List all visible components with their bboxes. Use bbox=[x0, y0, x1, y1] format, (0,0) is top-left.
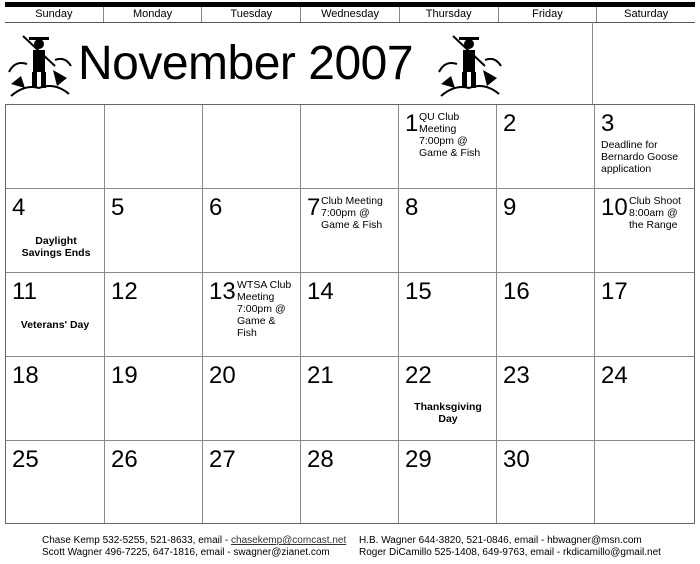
day-number: 5 bbox=[111, 194, 125, 221]
day-number: 17 bbox=[601, 278, 628, 305]
empty-cell bbox=[203, 105, 301, 189]
weekday-tuesday: Tuesday bbox=[201, 7, 300, 22]
day-cell-19 bbox=[105, 357, 203, 441]
day-cell-25 bbox=[6, 441, 105, 523]
weekday-monday: Monday bbox=[103, 7, 202, 22]
empty-cell bbox=[595, 441, 694, 523]
day-cell-15 bbox=[399, 273, 497, 357]
day-number: 21 bbox=[307, 362, 334, 389]
day-cell-9 bbox=[497, 189, 595, 273]
day-cell-12 bbox=[105, 273, 203, 357]
day-number: 19 bbox=[111, 362, 138, 389]
day-number: 1 bbox=[405, 110, 419, 137]
email-text: hbwagner@msn.com bbox=[547, 535, 642, 546]
title-row bbox=[5, 22, 695, 104]
day-cell-24 bbox=[595, 357, 694, 441]
day-number: 12 bbox=[111, 278, 138, 305]
contacts-left bbox=[42, 535, 346, 559]
day-number: 26 bbox=[111, 446, 138, 473]
day-number: 20 bbox=[209, 362, 236, 389]
day-number: 27 bbox=[209, 446, 236, 473]
day-number: 8 bbox=[405, 194, 419, 221]
empty-cell bbox=[105, 105, 203, 189]
day-cell-3 bbox=[595, 105, 694, 189]
day-number: 29 bbox=[405, 446, 432, 473]
contact-text: Roger DiCamillo 525-1408, 649-9763, email - bbox=[359, 547, 563, 558]
weekday-header bbox=[5, 7, 695, 23]
day-number: 11 bbox=[12, 278, 37, 305]
contact-chase-kemp bbox=[42, 535, 346, 547]
hunter-emblem-right-icon bbox=[435, 26, 503, 100]
event-deadline-bernardo-goose: Deadline for Bernardo Goose application bbox=[601, 139, 679, 175]
day-number: 15 bbox=[405, 278, 432, 305]
day-cell-28 bbox=[301, 441, 399, 523]
day-number: 2 bbox=[503, 110, 517, 137]
event-club-shoot: Club Shoot 8:00am @ the Range bbox=[629, 195, 681, 231]
day-cell-4 bbox=[6, 189, 105, 273]
month-title: November 2007 bbox=[78, 37, 414, 90]
day-cell-26 bbox=[105, 441, 203, 523]
day-number: 23 bbox=[503, 362, 530, 389]
contact-scott-wagner bbox=[42, 547, 346, 559]
day-number: 14 bbox=[307, 278, 334, 305]
email-link[interactable]: chasekemp@comcast.net bbox=[231, 535, 347, 546]
email-text: rkdicamillo@gmail.net bbox=[563, 547, 661, 558]
event-thanksgiving-day: Thanksgiving Day bbox=[414, 401, 482, 425]
day-cell-5 bbox=[105, 189, 203, 273]
contact-roger-dicamillo bbox=[359, 547, 661, 559]
day-cell-2 bbox=[497, 105, 595, 189]
weekday-saturday: Saturday bbox=[596, 7, 695, 22]
day-cell-16 bbox=[497, 273, 595, 357]
day-cell-21 bbox=[301, 357, 399, 441]
hunter-emblem-left-icon bbox=[5, 26, 73, 100]
empty-cell bbox=[6, 105, 105, 189]
day-number: 24 bbox=[601, 362, 628, 389]
day-cell-1 bbox=[399, 105, 497, 189]
day-number: 25 bbox=[12, 446, 39, 473]
day-cell-23 bbox=[497, 357, 595, 441]
day-number: 9 bbox=[503, 194, 517, 221]
day-cell-8 bbox=[399, 189, 497, 273]
day-cell-14 bbox=[301, 273, 399, 357]
title-divider bbox=[592, 22, 593, 104]
day-cell-22 bbox=[399, 357, 497, 441]
day-number: 18 bbox=[12, 362, 39, 389]
contact-hb-wagner bbox=[359, 535, 661, 547]
day-cell-29 bbox=[399, 441, 497, 523]
day-number: 3 bbox=[601, 110, 615, 137]
contact-text: Chase Kemp 532-5255, 521-8633, email - bbox=[42, 535, 232, 546]
day-number: 16 bbox=[503, 278, 530, 305]
day-cell-11 bbox=[6, 273, 105, 357]
day-cell-10 bbox=[595, 189, 694, 273]
day-number: 10 bbox=[601, 194, 628, 221]
weekday-thursday: Thursday bbox=[399, 7, 498, 22]
day-number: 22 bbox=[405, 362, 432, 389]
weekday-friday: Friday bbox=[498, 7, 597, 22]
day-number: 6 bbox=[209, 194, 223, 221]
day-cell-6 bbox=[203, 189, 301, 273]
day-number: 30 bbox=[503, 446, 530, 473]
email-text: swagner@zianet.com bbox=[233, 547, 330, 558]
day-number: 4 bbox=[12, 194, 26, 221]
day-cell-27 bbox=[203, 441, 301, 523]
contact-text: H.B. Wagner 644-3820, 521-0846, email - bbox=[359, 535, 548, 546]
contact-text: Scott Wagner 496-7225, 647-1816, email - bbox=[42, 547, 234, 558]
day-cell-20 bbox=[203, 357, 301, 441]
weekday-sunday: Sunday bbox=[35, 8, 73, 20]
event-wtsa-club-meeting: WTSA Club Meeting 7:00pm @ Game & Fish bbox=[237, 279, 292, 339]
day-cell-13 bbox=[203, 273, 301, 357]
day-cell-30 bbox=[497, 441, 595, 523]
event-veterans-day: Veterans' Day bbox=[20, 319, 90, 331]
empty-cell bbox=[301, 105, 399, 189]
day-number: 28 bbox=[307, 446, 334, 473]
event-qu-club-meeting: QU Club Meeting 7:00pm @ Game & Fish bbox=[419, 111, 481, 159]
day-number: 7 bbox=[307, 194, 321, 221]
event-daylight-savings-ends: Daylight Savings Ends bbox=[21, 235, 91, 259]
event-club-meeting: Club Meeting 7:00pm @ Game & Fish bbox=[321, 195, 383, 231]
day-number: 13 bbox=[209, 278, 236, 305]
calendar-grid bbox=[5, 104, 695, 524]
day-cell-17 bbox=[595, 273, 694, 357]
contacts-right bbox=[359, 535, 661, 559]
day-cell-7 bbox=[301, 189, 399, 273]
day-cell-18 bbox=[6, 357, 105, 441]
weekday-wednesday: Wednesday bbox=[300, 7, 399, 22]
